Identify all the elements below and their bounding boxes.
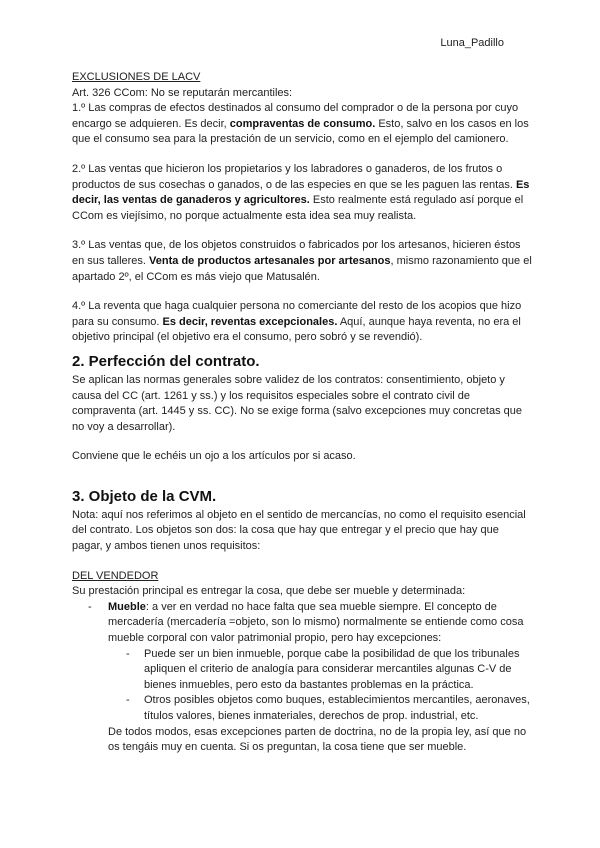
bullet-dash: -	[88, 600, 92, 613]
exclusion-paragraph-2: 2.º Las ventas que hicieron los propietarios y los labradores o ganaderos, de los frutos o productos de sus cosechas o ganados, o de las especies en que se les paguen las rentas. Es decir, las ventas de ganaderos y agricultores. Esto realmente está regulado así porque el CCom es viejísimo, no porque actualmente esta idea sea muy realista.	[72, 162, 530, 222]
closing-paragraph: De todos modos, esas excepciones parten de doctrina, no de la propia ley, así que no os tengáis muy en cuenta. Si os preguntan, la cosa tiene que ser mueble.	[108, 725, 527, 754]
exclusion-paragraph-4: 4.º La reventa que haga cualquier persona no comerciante del resto de los acopios que hizo para su consumo. Es decir, reventas excepcionales. Aquí, aunque haya reventa, no era el objetivo principal (el objetivo era el consumo, pero sobró y se revendió).	[72, 300, 522, 344]
sub-list-item-otros: - Otros posibles objetos como buques, establecimientos mercantiles, aeronaves, títulos valores, bienes inmateriales, derechos de prop. industrial, etc.	[126, 694, 530, 722]
perfeccion-paragraph: Se aplican las normas generales sobre validez de los contratos: consentimiento, objeto y causa del CC (art. 1261 y ss.) y los requisitos especiales sobre el contrato civil de compraventa (art. 1445 y ss. CC). No se exige forma (salvo excepciones muy concretas que no voy a desarrollar).	[72, 373, 522, 433]
list-item-mueble: - Mueble: a ver en verdad no hace falta que sea mueble siempre. El concepto de mercadería (mercadería =objeto, son lo mismo) normalmente se entiende como cosa mueble corporal con valor patrimonial propio, pero hay excepciones:	[88, 600, 524, 645]
exclusion-paragraph-3: 3.º Las ventas que, de los objetos construidos o fabricados por los artesanos, hicieren éstos en sus talleres. Venta de productos artesanales por artesanos, mismo razonamiento que el apartado 2º, el CCom es más viejo que Matusalén.	[72, 239, 532, 283]
heading-objeto: 3. Objeto de la CVM.	[72, 487, 217, 505]
heading-perfeccion: 2. Perfección del contrato.	[72, 352, 260, 370]
objeto-note: Nota: aquí nos referimos al objeto en el sentido de mercancías, no como el requisito esencial del contrato. Los objetos son dos: la cosa que hay que entregar y el precio que hay que pagar, y ambos tienen unos requisitos:	[72, 508, 526, 553]
bullet-dash: -	[126, 694, 130, 707]
vendedor-intro: Su prestación principal es entregar la cosa, que debe ser mueble y determinada:	[72, 585, 466, 598]
sub-list-item-inmueble: - Puede ser un bien inmueble, porque cabe la posibilidad de que los tribunales apliquen el criterio de analogía para considerar mercantiles algunas C-V de bienes inmuebles, pero esto da bastantes problemas en la práctica.	[126, 647, 520, 691]
section-title-exclusiones: EXCLUSIONES DE LACV	[72, 71, 201, 83]
bullet-dash: -	[126, 647, 130, 660]
perfeccion-note: Conviene que le echéis un ojo a los artículos por si acaso.	[72, 450, 356, 463]
exclusion-paragraph-1: 1.º Las compras de efectos destinados al consumo del comprador o de la persona por cuyo encargo se adquieren. Es decir, compraventas de consumo. Esto, salvo en los casos en los que el consumo sea para la prestación de un servicio, como en el ejemplo del camionero.	[72, 102, 529, 146]
document-body	[72, 70, 532, 756]
article-reference: Art. 326 CCom: No se reputarán mercantiles:	[72, 86, 293, 99]
subsection-title-vendedor: DEL VENDEDOR	[72, 569, 159, 582]
author-name: Luna_Padillo	[440, 37, 504, 49]
